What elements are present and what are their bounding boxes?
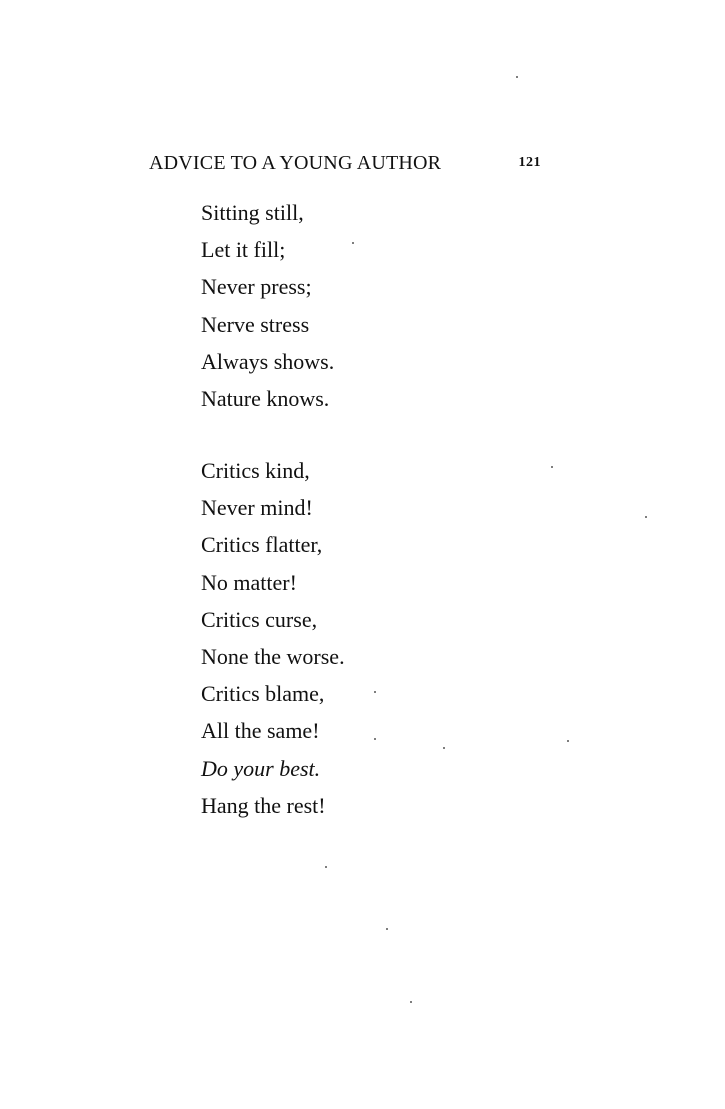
verse-line: Sitting still, bbox=[201, 200, 304, 225]
scan-speck bbox=[374, 738, 376, 740]
verse-line: No matter! bbox=[201, 569, 297, 595]
scan-speck bbox=[410, 1001, 412, 1003]
verse-line: Hang the rest! bbox=[201, 792, 326, 818]
scan-speck bbox=[645, 516, 647, 518]
stanza-2 bbox=[201, 456, 345, 828]
running-head bbox=[149, 152, 541, 178]
scan-speck bbox=[443, 747, 445, 749]
verse-line: Critics flatter, bbox=[201, 532, 323, 558]
running-title: ADVICE TO A YOUNG AUTHOR bbox=[149, 152, 442, 174]
scan-speck bbox=[374, 691, 376, 693]
verse-line: Always shows. bbox=[201, 348, 335, 374]
verse-line: Critics blame, bbox=[201, 681, 325, 707]
scan-speck bbox=[551, 466, 553, 468]
verse-line: Nature knows. bbox=[201, 385, 330, 411]
verse-line: Let it fill; bbox=[201, 237, 286, 263]
verse-line: All the same! bbox=[201, 718, 320, 744]
verse-line: Critics curse, bbox=[201, 606, 318, 632]
page-number: 121 bbox=[518, 155, 541, 170]
scan-speck bbox=[325, 866, 327, 868]
scan-speck bbox=[516, 76, 518, 78]
verse-line: Critics kind, bbox=[201, 458, 310, 483]
verse-line: Nerve stress bbox=[201, 311, 310, 337]
verse-line: Never press; bbox=[201, 274, 312, 300]
stanza-1 bbox=[201, 198, 334, 421]
verse-line-italic: Do your best. bbox=[201, 755, 321, 781]
scan-speck bbox=[386, 928, 388, 930]
scan-speck bbox=[352, 242, 354, 244]
scan-speck bbox=[567, 740, 569, 742]
verse-line: None the worse. bbox=[201, 643, 345, 669]
verse-line: Never mind! bbox=[201, 495, 313, 521]
